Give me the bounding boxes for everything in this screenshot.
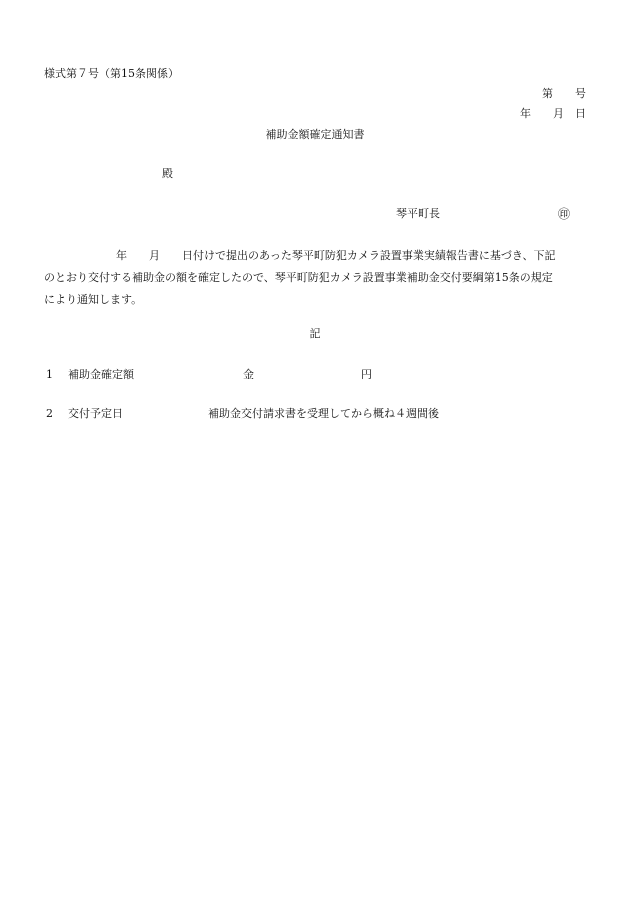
doc-number-suffix: 号 xyxy=(575,87,586,100)
item-2-value: 補助金交付請求書を受理してから概ね４週間後 xyxy=(208,407,439,420)
item-1-number: 1 xyxy=(46,368,53,381)
doc-number-prefix: 第 xyxy=(542,87,553,100)
item-1-amount-unit: 円 xyxy=(361,368,372,381)
document-number xyxy=(542,88,586,99)
date-month-label: 月 xyxy=(553,107,564,120)
item-1-amount-prefix: 金 xyxy=(243,368,254,381)
body-line-3: により通知します。 xyxy=(44,293,143,306)
body-line-1-text: 日付けで提出のあった琴平町防犯カメラ設置事業実績報告書に基づき、下記 xyxy=(182,249,556,262)
body-line-2: のとおり交付する補助金の額を確定したので、琴平町防犯カメラ設置事業補助金交付要綱第15条の規定 xyxy=(44,271,553,284)
issuer-name: 琴平町長 xyxy=(396,207,440,220)
body-year-label: 年 xyxy=(116,249,127,262)
document-title: 補助金額確定通知書 xyxy=(265,128,365,141)
record-mark: 記 xyxy=(309,327,321,340)
date-year-label: 年 xyxy=(520,107,531,120)
document-date xyxy=(520,108,586,119)
addressee-honorific: 殿 xyxy=(162,167,173,180)
item-2-label: 交付予定日 xyxy=(68,407,123,420)
form-number: 様式第７号（第15条関係） xyxy=(44,67,179,80)
body-line-1 xyxy=(44,245,586,267)
item-1-label: 補助金確定額 xyxy=(68,368,134,381)
body-month-label: 月 xyxy=(149,249,160,262)
body-paragraph xyxy=(44,245,586,311)
seal-mark: ㊞ xyxy=(558,207,571,221)
date-day-label: 日 xyxy=(575,107,586,120)
item-2-number: 2 xyxy=(46,407,53,420)
